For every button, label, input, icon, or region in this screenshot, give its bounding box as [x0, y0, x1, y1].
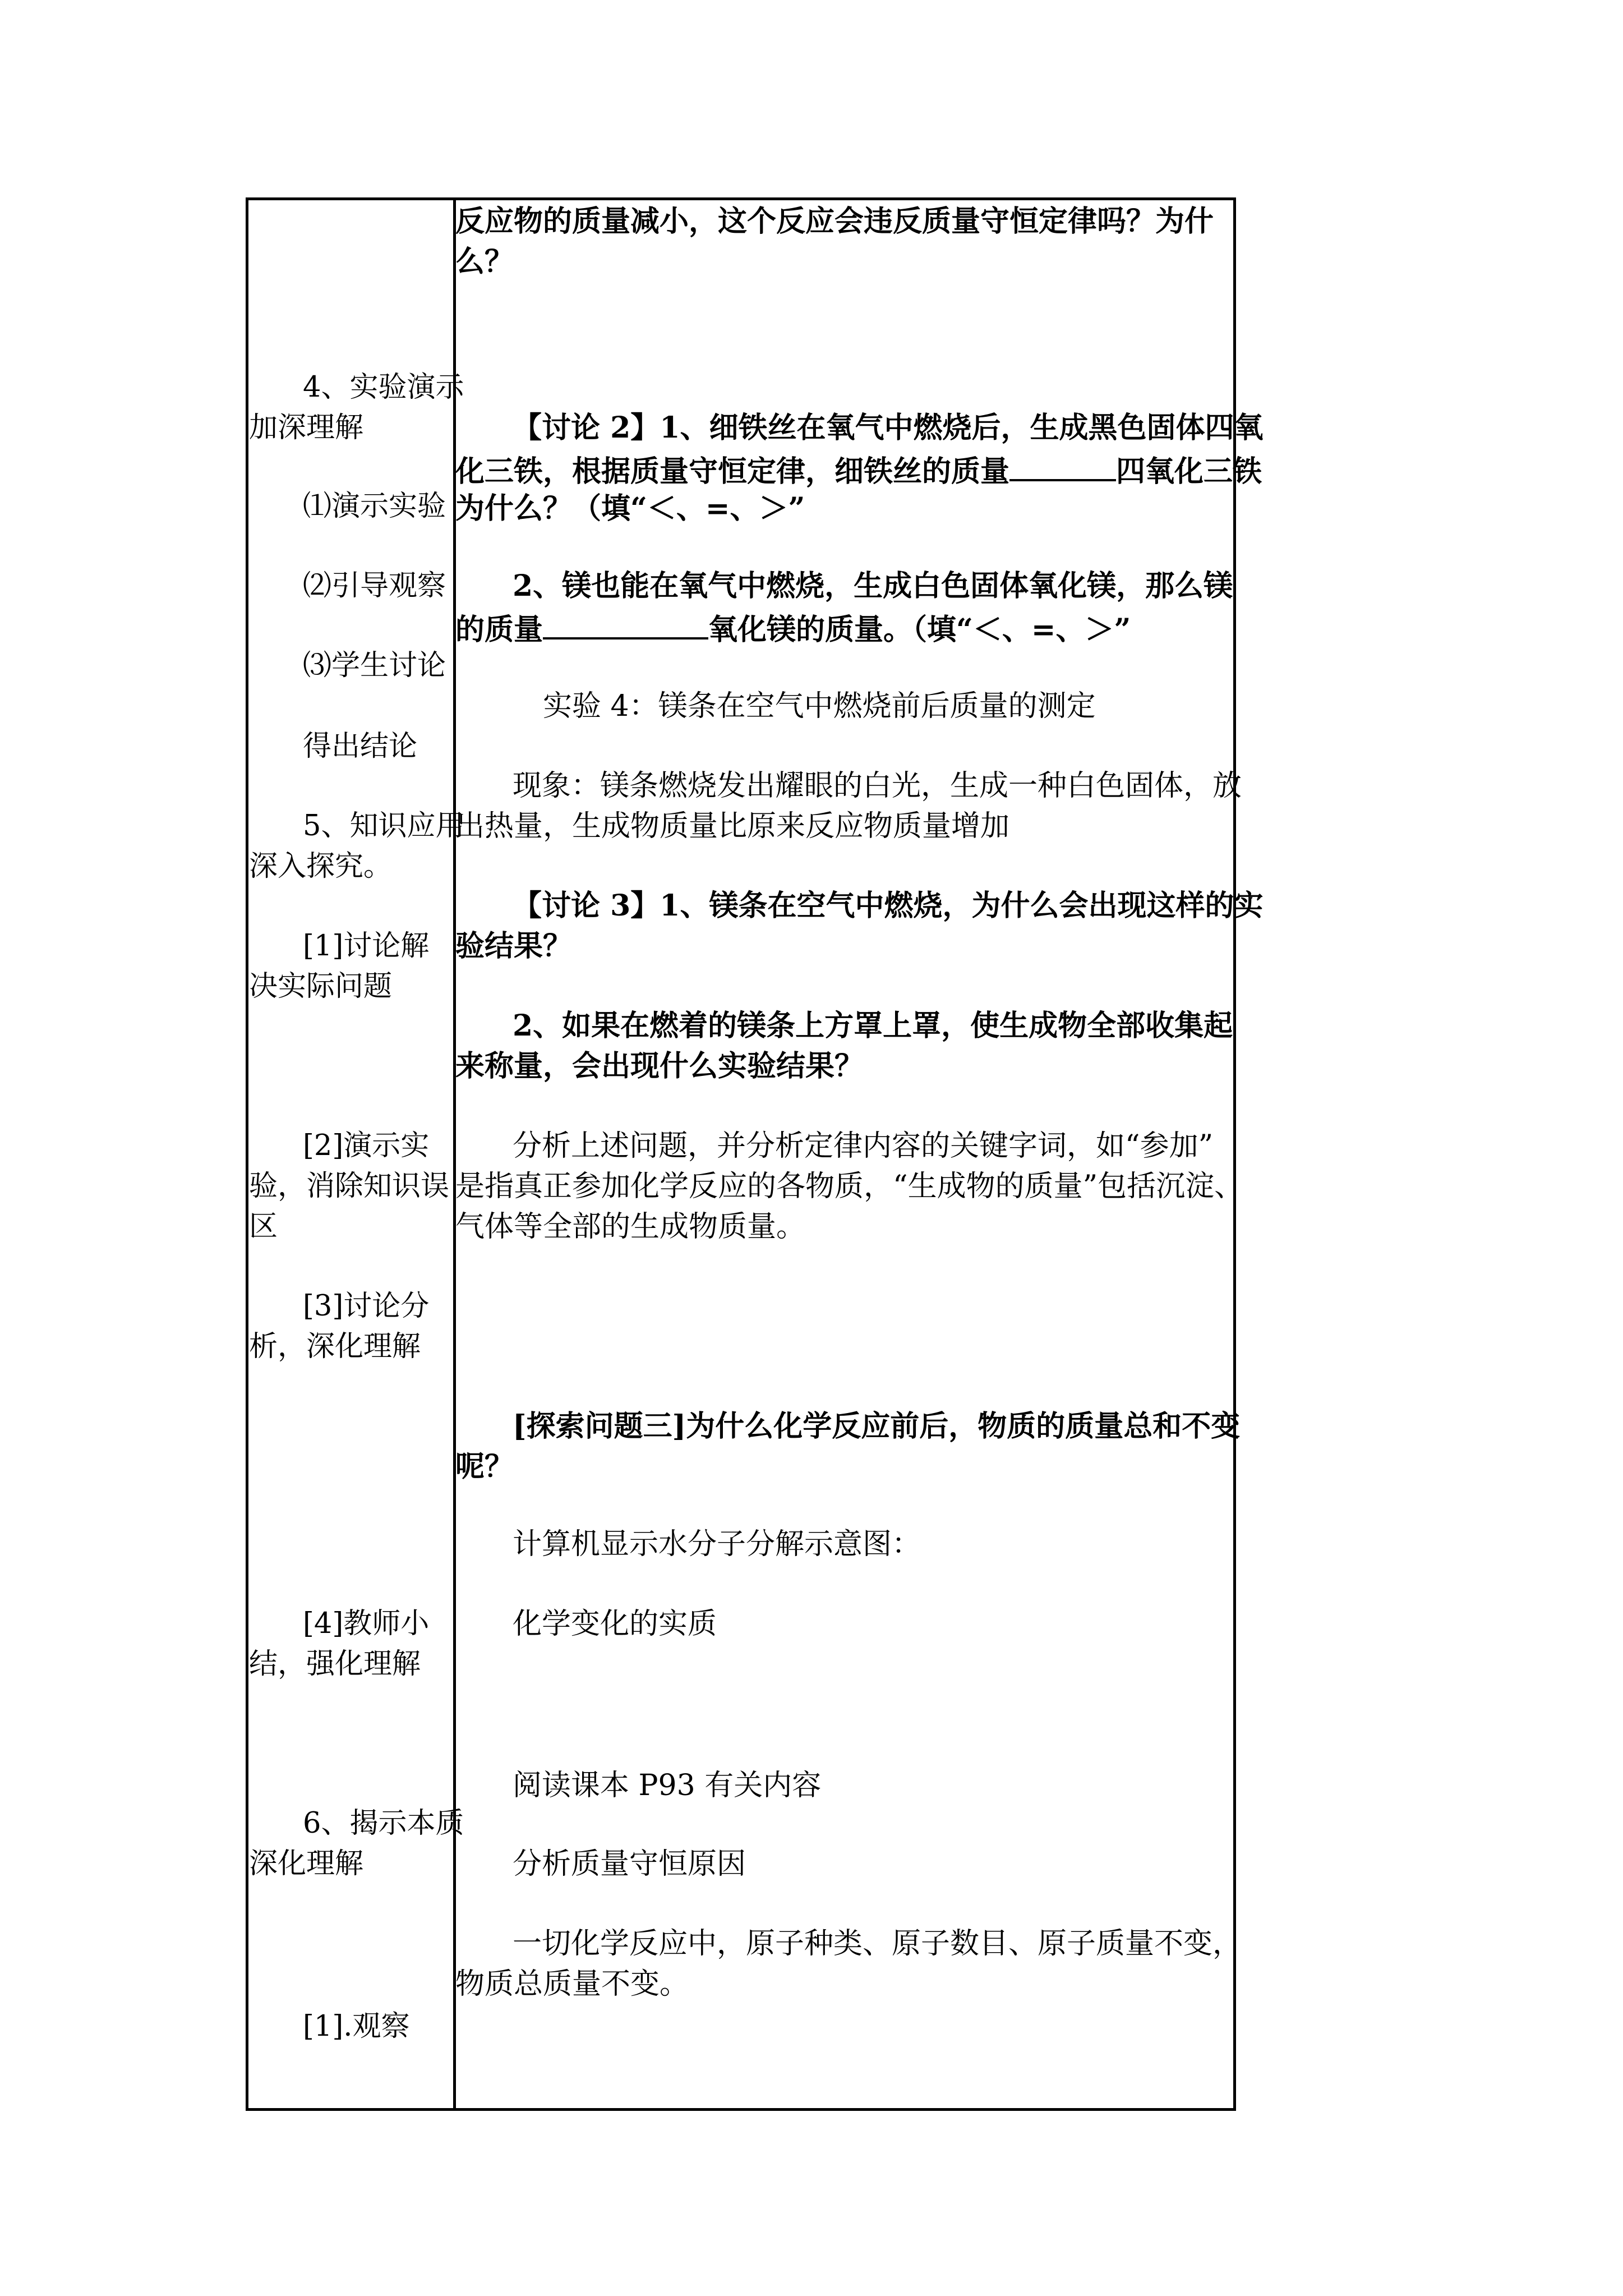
- conclusion-line1: 一切化学反应中，原子种类、原子数目、原子质量不变，: [513, 1927, 1242, 1961]
- analyze-reason: 分析质量守恒原因: [513, 1847, 746, 1881]
- step-5-subtitle: 深入探究。: [249, 850, 393, 883]
- discussion2-line2: 化三铁，根据质量守恒定律，细铁丝的质量 四氧化三铁: [455, 450, 1262, 490]
- chemical-change-essence: 化学变化的实质: [513, 1607, 717, 1641]
- explore-question3-line2: 呢？: [455, 1450, 514, 1484]
- step-5-2-line3: 区: [249, 1210, 278, 1243]
- step-5-3-line1: [3]讨论分: [303, 1290, 430, 1323]
- step-5-3-line2: 析，深化理解: [249, 1330, 421, 1363]
- discussion3-q2-line2: 来称量，会出现什么实验结果？: [455, 1049, 864, 1083]
- analysis-line2: 是指真正参加化学反应的各物质，“生成物的质量”包括沉淀、: [455, 1170, 1244, 1203]
- answer-blank-1[interactable]: [1009, 450, 1116, 481]
- step-4-3: ⑶学生讨论: [303, 649, 446, 682]
- observation-line1: 现象：镁条燃烧发出耀眼的白光，生成一种白色固体，放: [513, 769, 1242, 803]
- computer-diagram-note: 计算机显示水分子分解示意图：: [513, 1527, 921, 1561]
- explore-question3-line1: [探索问题三]为什么化学反应前后，物质的质量总和不变: [513, 1409, 1241, 1443]
- step-5-2-line2: 验，消除知识误: [249, 1170, 450, 1203]
- step-5-1-line1: [1]讨论解: [303, 930, 430, 963]
- experiment-4: 实验 4：镁条在空气中燃烧前后质量的测定: [543, 689, 1096, 723]
- discussion2-line3: 为什么？（填“＜、=、＞”: [455, 491, 805, 526]
- step-4-subtitle: 加深理解: [249, 411, 364, 444]
- step-6-subtitle: 深化理解: [249, 1847, 364, 1880]
- discussion3-line2: 验结果？: [455, 929, 573, 963]
- discussion2-q2-line2: 的质量 氧化镁的质量。（填“＜、=、＞”: [455, 608, 1131, 648]
- step-5-4-line1: [4]教师小: [303, 1607, 430, 1640]
- step-4-conclusion: 得出结论: [303, 730, 418, 763]
- answer-blank-2[interactable]: [543, 608, 708, 639]
- step-5-1-line2: 决实际问题: [249, 970, 393, 1003]
- discussion3-line1: 【讨论 3】1、镁条在空气中燃烧，为什么会出现这样的实: [513, 889, 1264, 923]
- conclusion-line2: 物质总质量不变。: [455, 1967, 689, 2001]
- step-4-1: ⑴演示实验: [303, 490, 446, 523]
- step-5-4-line2: 结，强化理解: [249, 1648, 421, 1681]
- step-4-title: 4、实验演示: [303, 371, 464, 404]
- analysis-line3: 气体等全部的生成物质量。: [455, 1210, 806, 1244]
- question-line2: 么？: [455, 245, 514, 279]
- step-4-2: ⑵引导观察: [303, 569, 446, 602]
- question-line1: 反应物的质量减小，这个反应会违反质量守恒定律吗？为什: [455, 204, 1214, 238]
- step-6-title: 6、揭示本质: [303, 1807, 464, 1840]
- discussion2-q2-line1: 2、镁也能在氧气中燃烧，生成白色固体氧化镁，那么镁: [513, 569, 1233, 603]
- step-5-2-line1: [2]演示实: [303, 1129, 430, 1162]
- analysis-line1: 分析上述问题，并分析定律内容的关键字词，如“参加”: [513, 1129, 1214, 1163]
- step-6-1: [1].观察: [303, 2010, 410, 2043]
- observation-line2: 出热量，生成物质量比原来反应物质量增加: [455, 809, 1010, 843]
- read-textbook: 阅读课本 P93 有关内容: [513, 1769, 822, 1802]
- discussion3-q2-line1: 2、如果在燃着的镁条上方罩上罩，使生成物全部收集起: [513, 1009, 1233, 1043]
- discussion2-line1: 【讨论 2】1、细铁丝在氧气中燃烧后，生成黑色固体四氧: [513, 411, 1264, 445]
- step-5-title: 5、知识应用: [303, 809, 464, 843]
